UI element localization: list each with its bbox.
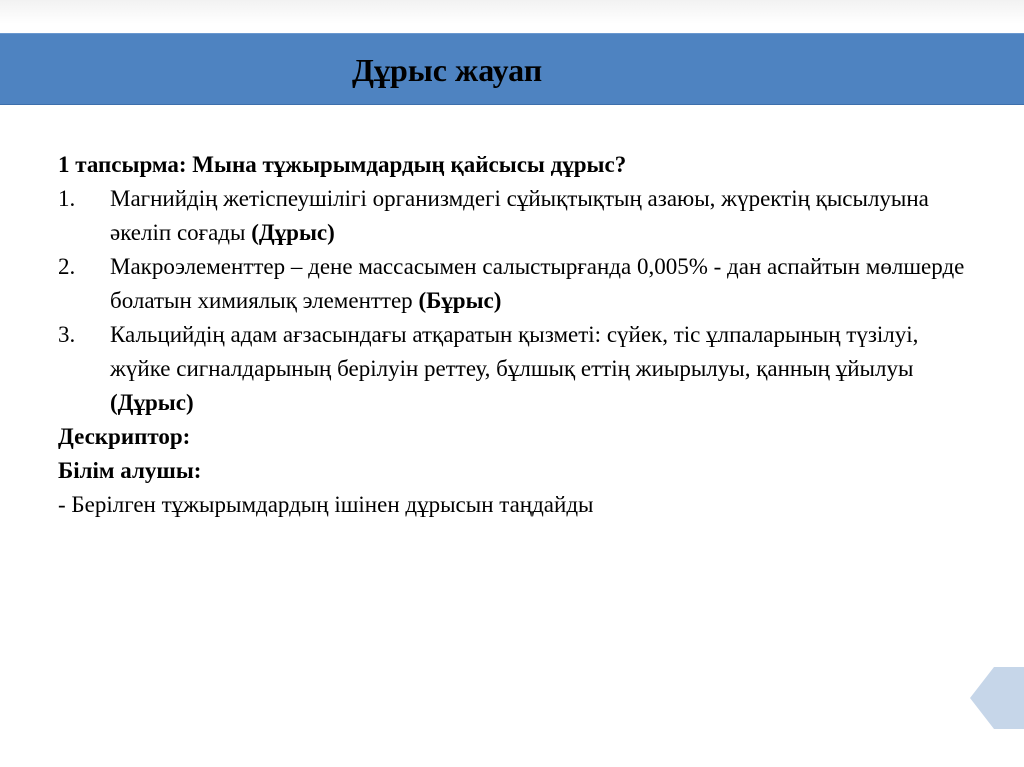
descriptor-label: Дескриптор: — [58, 424, 191, 449]
list-item — [58, 318, 978, 420]
list-item — [58, 182, 978, 250]
item-text: Кальцийдің адам ағзасындағы атқаратын қызметі: сүйек, тіс ұлпаларының түзілуі, жүйке сигналдарының берілуін реттеу, бұлшық еттің жиырылуы, қанның ұйылуы — [110, 322, 919, 381]
slide-title: Дұрыс жауап — [352, 52, 543, 88]
item-number: 1. — [58, 186, 76, 211]
criterion-text: - Берілген тұжырымдардың ішінен дұрысын таңдайды — [58, 492, 594, 517]
statement-list — [58, 182, 978, 420]
item-verdict: (Дұрыс) — [251, 220, 335, 245]
item-text: Магнийдің жетіспеушілігі организмдегі сұйықтықтың азаюы, жүректің қысылуына әкеліп соғады — [110, 186, 929, 245]
list-item — [58, 250, 978, 318]
item-text: Макроэлементтер – дене массасымен салыстырғанда 0,005% - дан аспайтын мөлшерде болатын химиялық элементтер — [110, 254, 965, 313]
slide-content — [58, 148, 978, 522]
item-verdict: (Дұрыс) — [110, 390, 194, 415]
learner-label: Білім алушы: — [58, 458, 202, 483]
item-number: 2. — [58, 254, 76, 279]
corner-arrow-shape-icon — [970, 667, 1024, 729]
task-title: 1 тапсырма: Мына тұжырымдардың қайсысы дұрыс? — [58, 152, 627, 177]
item-verdict: (Бұрыс) — [418, 288, 502, 313]
top-edge-shadow — [0, 0, 1024, 24]
item-number: 3. — [58, 322, 76, 347]
